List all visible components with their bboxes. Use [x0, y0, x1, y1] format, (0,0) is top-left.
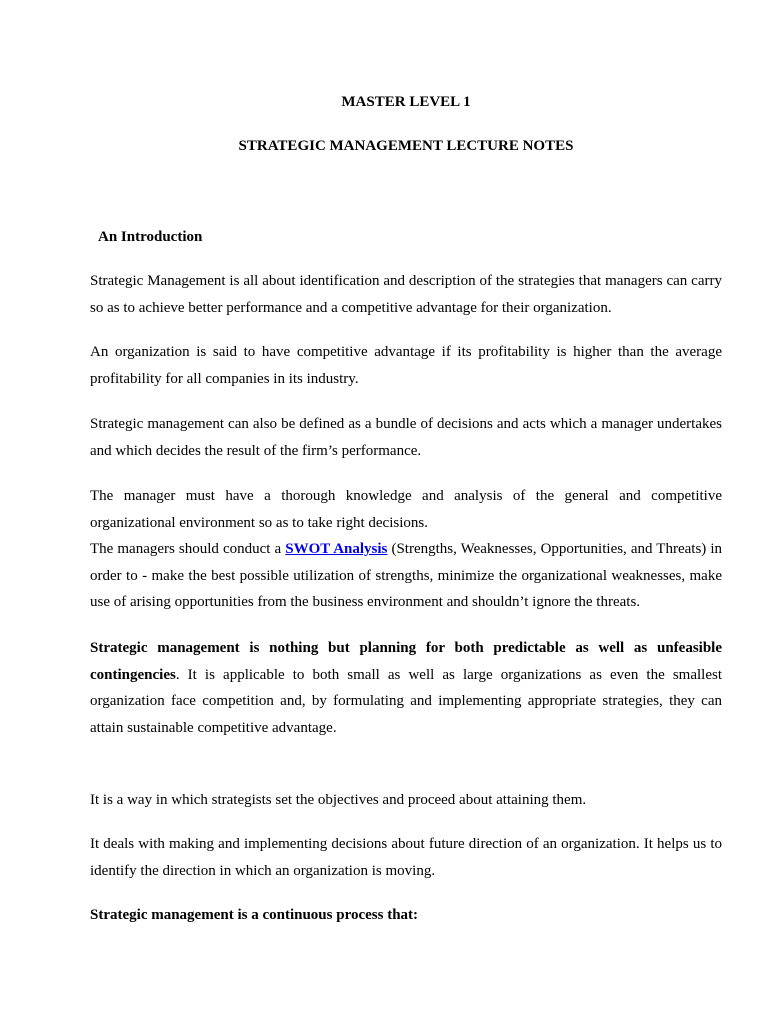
- planning-text-rest: . It is applicable to both small as well as large organizations as even the smallest organization face competition and, by formulating and implementing appropriate strategies, they can attain sustainable competitive advantage.: [90, 666, 722, 737]
- paragraph-objectives: It is a way in which strategists set the objectives and proceed about attaining them.: [90, 792, 587, 808]
- paragraph-competitive-advantage: An organization is said to have competitive advantage if its profitability is higher than the average profitability for all companies in its industry.: [90, 344, 722, 387]
- notes-title: STRATEGIC MANAGEMENT LECTURE NOTES: [238, 138, 574, 154]
- level-title: MASTER LEVEL 1: [341, 94, 471, 110]
- paragraph-continuous-process: Strategic management is a continuous process that:: [90, 907, 419, 923]
- paragraph-swot: [90, 536, 722, 616]
- swot-analysis-link[interactable]: SWOT Analysis: [285, 541, 388, 557]
- paragraph-bundle-of-decisions: Strategic management can also be defined as a bundle of decisions and acts which a manager undertakes and which decides the result of the firm’s performance.: [90, 416, 722, 459]
- planning-bold-statement: Strategic management is nothing but planning for both predictable as well as unfeasible contingencies: [90, 640, 722, 683]
- paragraph-future-direction: It deals with making and implementing decisions about future direction of an organization. It helps us to identify the direction in which an organization is moving.: [90, 836, 722, 879]
- swot-text-after: (Strengths, Weaknesses, Opportunities, and Threats) in order to - make the best possible utilization of strengths, minimize the organizational weaknesses, make use of arising opportunities from the business environment and shouldn’t ignore the threats.: [90, 541, 723, 611]
- paragraph-planning: [90, 635, 722, 742]
- section-heading: An Introduction: [98, 229, 203, 245]
- paragraph-definition: Strategic Management is all about identification and description of the strategies that managers can carry so as to achieve better performance and a competitive advantage for their organization.: [90, 273, 722, 316]
- swot-text-before: The managers should conduct a: [90, 541, 286, 557]
- paragraph-manager-knowledge: The manager must have a thorough knowledge and analysis of the general and competitive organizational environment so as to take right decisions.: [90, 488, 722, 531]
